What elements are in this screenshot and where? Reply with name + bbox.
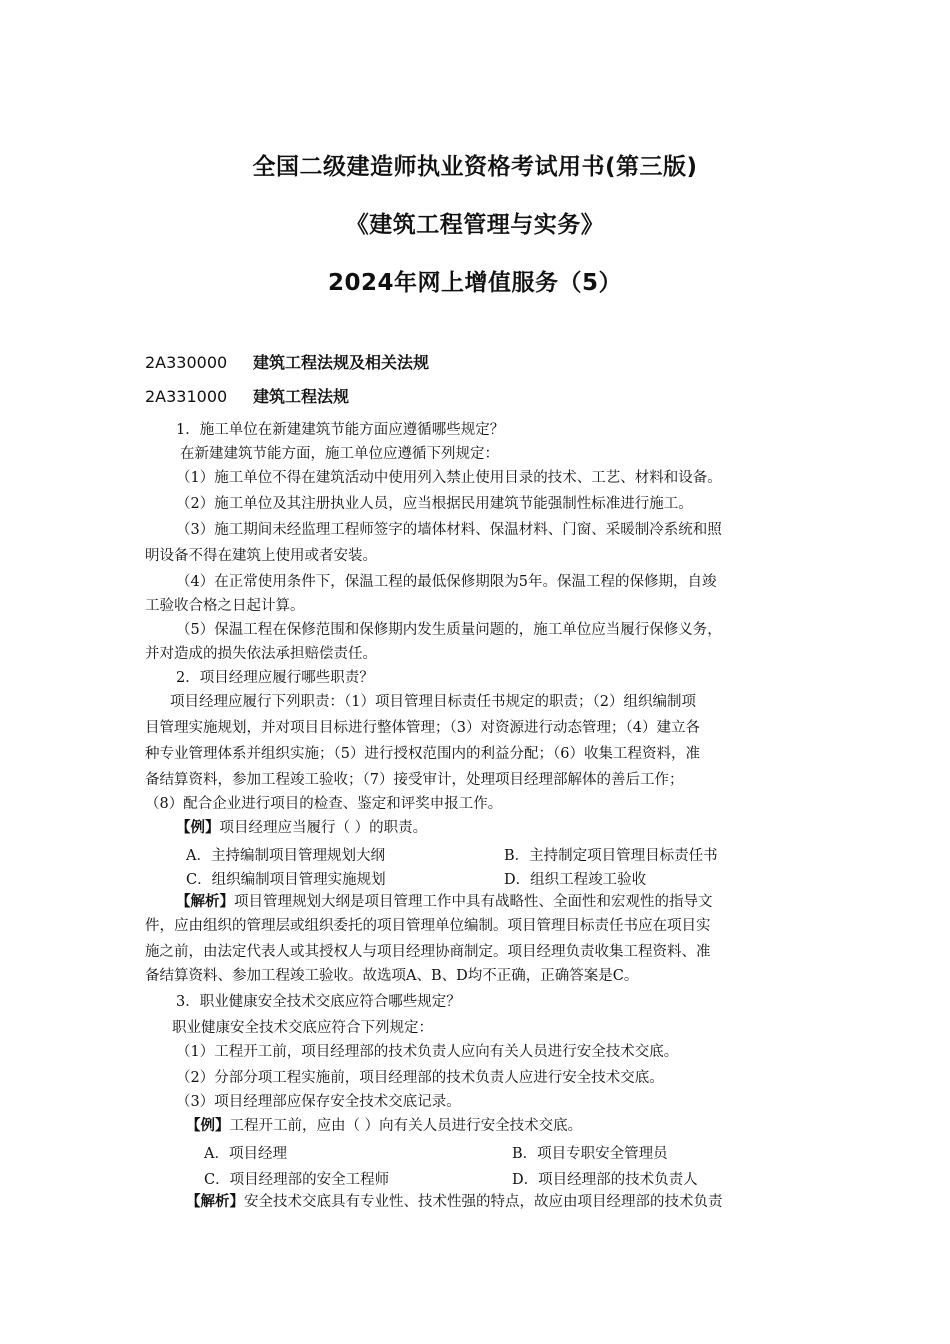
paragraph: （4）在正常使用条件下，保温工程的最低保修期限为5年。保温工程的保修期，自竣 <box>176 574 717 590</box>
analysis-line <box>176 892 713 912</box>
paragraph: 种专业管理体系并组织实施；（5）进行授权范围内的利益分配；（6）收集工程资料，准 <box>145 746 700 762</box>
analysis-tag: 【解析】 <box>186 1193 244 1210</box>
doc-title-line1: 全国二级建造师执业资格考试用书(第三版) <box>252 154 698 180</box>
option-d: D．组织工程竣工验收 <box>504 872 647 888</box>
paragraph: 目管理实施规划，并对项目目标进行整体管理；（3）对资源进行动态管理；（4）建立各 <box>145 720 700 736</box>
section-heading <box>145 350 429 373</box>
option-c: C．组织编制项目管理实施规划 <box>186 872 386 888</box>
option-a: A．项目经理 <box>204 1146 287 1162</box>
question-2: 2．项目经理应履行哪些职责？ <box>176 670 374 686</box>
doc-title-line2: 《建筑工程管理与实务》 <box>345 212 605 238</box>
paragraph: （2）分部分项工程实施前，项目经理部的技术负责人应进行安全技术交底。 <box>176 1070 664 1086</box>
option-c: C．项目经理部的安全工程师 <box>204 1172 390 1188</box>
paragraph: （1）施工单位不得在建筑活动中使用列入禁止使用目录的技术、工艺、材料和设备。 <box>176 470 722 486</box>
paragraph: 备结算资料，参加工程竣工验收；（7）接受审计，处理项目经理部解体的善后工作； <box>145 772 684 788</box>
option-d: D．项目经理部的技术负责人 <box>512 1172 698 1188</box>
paragraph: （5）保温工程在保修范围和保修期内发生质量问题的，施工单位应当履行保修义务， <box>176 622 722 638</box>
paragraph: 施之前，由法定代表人或其授权人与项目经理协商制定。项目经理负责收集工程资料、准 <box>145 944 711 960</box>
example-line <box>186 1116 582 1136</box>
paragraph: 备结算资料、参加工程竣工验收。故选项A、B、D均不正确，正确答案是C。 <box>145 968 639 984</box>
paragraph: 并对造成的损失依法承担赔偿责任。 <box>145 646 377 662</box>
example-tag: 【例】 <box>176 819 220 836</box>
question-3: 3．职业健康安全技术交底应符合哪些规定？ <box>176 994 461 1010</box>
section-name: 建筑工程法规及相关法规 <box>253 353 430 372</box>
paragraph: 明设备不得在建筑上使用或者安装。 <box>145 548 377 564</box>
paragraph: 在新建建筑节能方面，施工单位应遵循下列规定： <box>180 446 499 462</box>
paragraph: （3）施工期间未经监理工程师签字的墙体材料、保温材料、门窗、采暖制冷系统和照 <box>176 522 722 538</box>
section-code: 2A331000 <box>145 387 228 406</box>
section-code: 2A330000 <box>145 353 228 372</box>
example-text: 项目经理应当履行（ ）的职责。 <box>219 820 428 836</box>
example-tag: 【例】 <box>186 1117 230 1134</box>
analysis-tag: 【解析】 <box>176 893 234 910</box>
option-b: B．项目专职安全管理员 <box>512 1146 668 1162</box>
example-text: 工程开工前，应由（ ）向有关人员进行安全技术交底。 <box>229 1118 583 1134</box>
section-heading <box>145 384 349 407</box>
example-line <box>176 818 427 838</box>
analysis-text: 项目管理规划大纲是项目管理工作中具有战略性、全面性和宏观性的指导文 <box>234 894 713 910</box>
option-a: A．主持编制项目管理规划大纲 <box>186 848 385 864</box>
question-1: 1．施工单位在新建建筑节能方面应遵循哪些规定？ <box>176 422 505 438</box>
paragraph: （2）施工单位及其注册执业人员，应当根据民用建筑节能强制性标准进行施工。 <box>176 496 693 512</box>
paragraph: （8）配合企业进行项目的检查、鉴定和评奖申报工作。 <box>145 796 503 812</box>
paragraph: 项目经理应履行下列职责：（1）项目管理目标责任书规定的职责；（2）组织编制项 <box>170 694 696 710</box>
doc-title-line3: 2024年网上增值服务（5） <box>327 270 623 296</box>
paragraph: 工验收合格之日起计算。 <box>145 598 305 614</box>
paragraph: （1）工程开工前，项目经理部的技术负责人应向有关人员进行安全技术交底。 <box>176 1044 679 1060</box>
paragraph: 件，应由组织的管理层或组织委托的项目管理单位编制。项目管理目标责任书应在项目实 <box>145 918 711 934</box>
analysis-text: 安全技术交底具有专业性、技术性强的特点，故应由项目经理部的技术负责 <box>244 1194 723 1210</box>
analysis-line <box>186 1192 723 1212</box>
section-name: 建筑工程法规 <box>253 387 350 406</box>
paragraph: （3）项目经理部应保存安全技术交底记录。 <box>176 1094 461 1110</box>
option-b: B．主持制定项目管理目标责任书 <box>504 848 718 864</box>
paragraph: 职业健康安全技术交底应符合下列规定： <box>172 1020 433 1036</box>
